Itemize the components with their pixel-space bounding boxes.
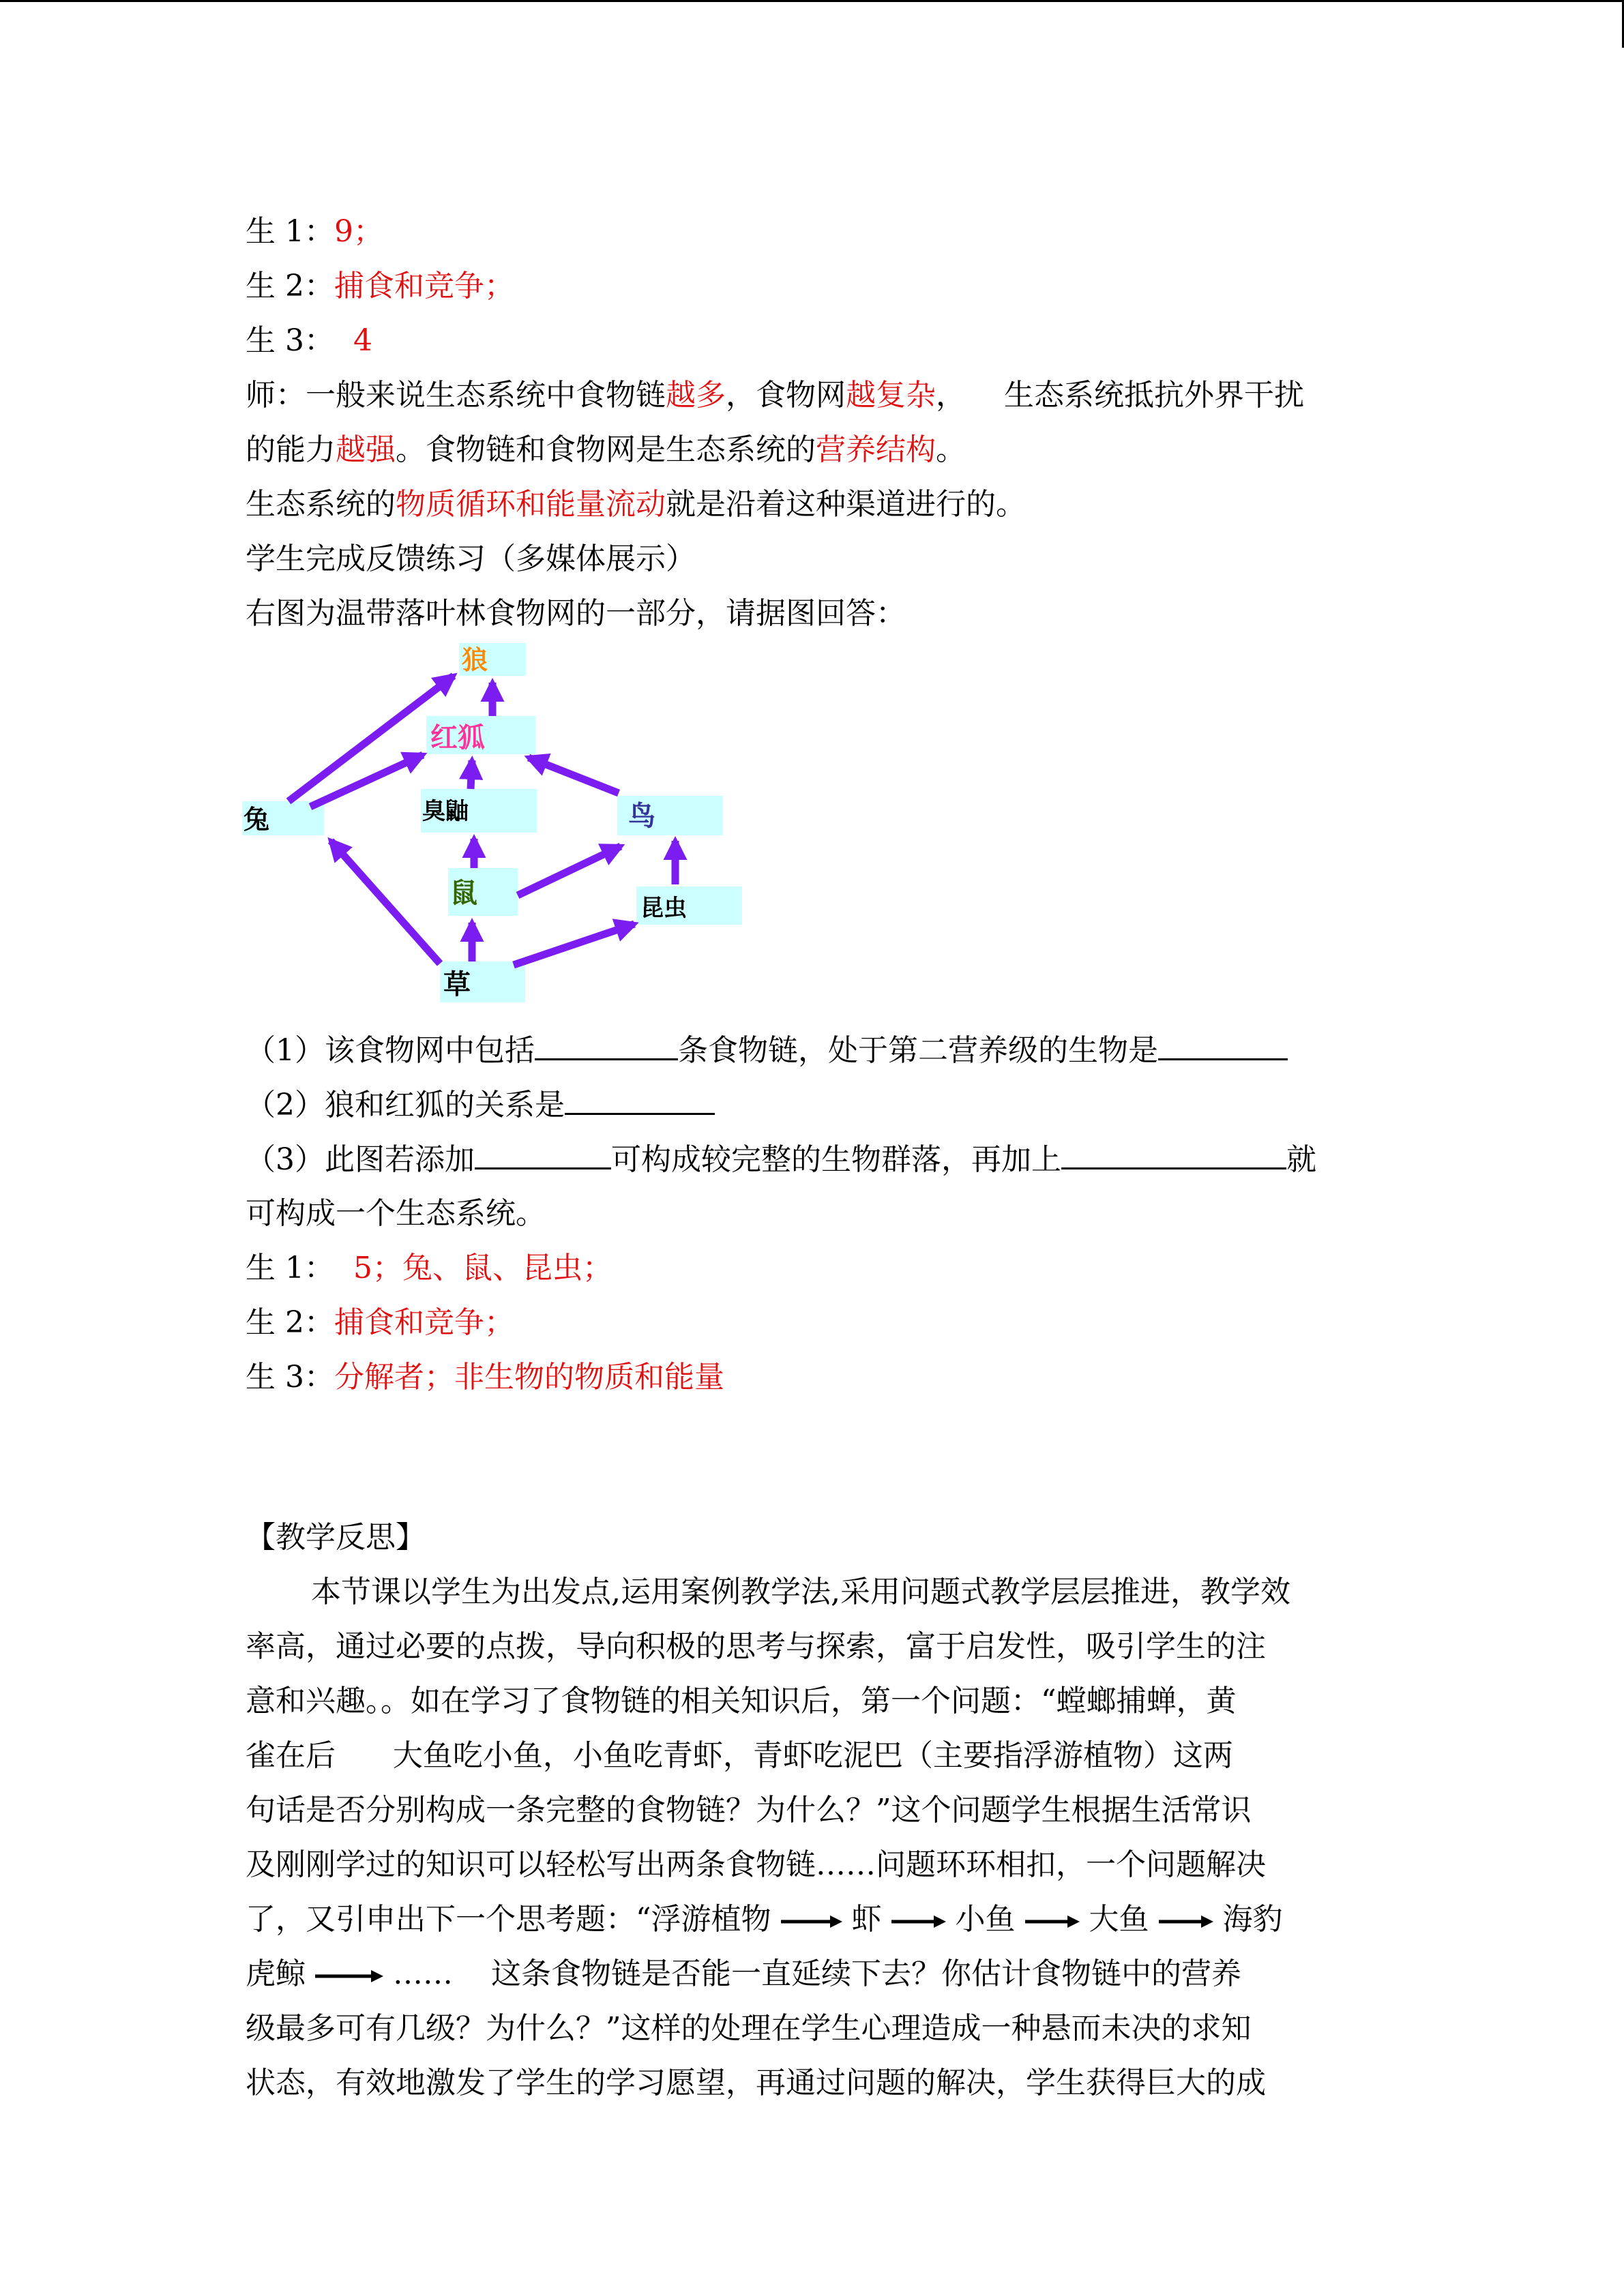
arrow-grass-insect — [514, 924, 634, 965]
question-2: （2）狼和红狐的关系是 — [246, 1077, 1378, 1132]
reflection-line: 雀在后 大鱼吃小鱼，小鱼吃青虾，青虾吃泥巴（主要指浮游植物）这两 — [246, 1738, 1233, 1773]
exercise-prompt: 右图为温带落叶林食物网的一部分，请据图回答： — [246, 596, 906, 631]
chain-item: 虎鲸 — [246, 1956, 306, 1991]
arrow-right-icon — [781, 1913, 842, 1930]
blank-chain-count[interactable] — [535, 1023, 678, 1060]
reflection-line: 意和兴趣。。如在学习了食物链的相关知识后，第一个问题：“螳螂捕蝉，黄 — [246, 1684, 1237, 1718]
blank-add[interactable] — [475, 1132, 611, 1169]
arrow-right-icon — [891, 1913, 946, 1930]
chain-item: 浮游植物 — [651, 1902, 771, 1937]
node-label-insect: 昆虫 — [640, 895, 687, 922]
reflection-line: 率高，通过必要的点拨，导向积极的思考与探索，富于启发性，吸引学生的注 — [246, 1629, 1266, 1664]
question-1: （1）该食物网中包括 条食物链，处于第二营养级的生物是 — [246, 1023, 1378, 1077]
arrow-bird-fox — [529, 758, 619, 793]
blank-relation[interactable] — [565, 1077, 715, 1115]
food-web-diagram — [242, 631, 761, 1013]
arrow-right-icon — [1159, 1913, 1213, 1930]
answer2-2: 生 2：捕食和竞争； — [246, 1305, 514, 1340]
answer2-3: 生 3：分解者；非生物的物质和能量 — [246, 1360, 724, 1395]
teacher-line-3: 生态系统的物质循环和能量流动就是沿着这种渠道进行的。 — [246, 487, 1026, 522]
reflection-line: 本节课以学生为出发点,运用案例教学法,采用问题式教学层层推进，教学效 — [311, 1575, 1290, 1609]
node-label-wolf: 狼 — [462, 645, 488, 675]
node-label-owl: 臭鼬 — [422, 798, 469, 825]
node-label-mouse: 鼠 — [450, 878, 477, 909]
node-label-bird: 鸟 — [628, 801, 655, 832]
reflection-chain-line-2: 虎鲸 …… 这条食物链是否能一直延续下去？你估计食物链中的营养 — [246, 1956, 1241, 1991]
answer-1: 生 1：9； — [246, 214, 383, 249]
blank-second-level[interactable] — [1158, 1023, 1288, 1060]
reflection-heading: 【教学反思】 — [246, 1520, 426, 1555]
page-top-border — [0, 0, 1624, 2]
node-label-rabbit: 兔 — [243, 805, 270, 835]
arrow-mouse-bird — [518, 846, 621, 895]
reflection-line: 及刚刚学过的知识可以轻松写出两条食物链……问题环环相扣，一个问题解决 — [246, 1847, 1266, 1882]
arrow-grass-rabbit — [331, 841, 440, 964]
node-label-grass: 草 — [443, 969, 471, 1000]
teacher-line-1: 师：一般来说生态系统中食物链越多，食物网越复杂， 生态系统抵抗外界干扰 — [246, 378, 1304, 413]
chain-item: 海豹 — [1222, 1902, 1283, 1937]
answer-2: 生 2：捕食和竞争； — [246, 269, 514, 303]
chain-item: 虾 — [851, 1902, 882, 1937]
exercise-intro: 学生完成反馈练习（多媒体展示） — [246, 541, 696, 576]
chain-item: 小鱼 — [955, 1902, 1016, 1937]
arrow-right-icon — [315, 1968, 383, 1984]
question-3: （3）此图若添加 可构成较完整的生物群落，再加上 就 — [246, 1132, 1378, 1187]
arrow-right-icon — [1025, 1913, 1080, 1930]
arrow-owl-fox — [471, 760, 472, 789]
reflection-chain-line: 了，又引申出下一个思考题：“浮游植物 虾 小鱼 大鱼 海豹 — [246, 1902, 1283, 1937]
reflection-line: 句话是否分别构成一条完整的食物链？为什么？”这个问题学生根据生活常识 — [246, 1793, 1252, 1828]
blank-ecosystem[interactable] — [1061, 1132, 1286, 1169]
reflection-line: 状态，有效地激发了学生的学习愿望，再通过问题的解决，学生获得巨大的成 — [246, 2066, 1266, 2100]
answer2-1: 生 1： 5；兔、鼠、昆虫； — [246, 1251, 612, 1285]
reflection-line: 级最多可有几级？为什么？”这样的处理在学生心理造成一种悬而未决的求知 — [246, 2011, 1252, 2046]
chain-item: 大鱼 — [1089, 1902, 1149, 1937]
arrow-rabbit-fox — [310, 755, 423, 807]
reflection-section — [246, 1510, 1378, 2111]
question-3-cont: 可构成一个生态系统。 — [246, 1196, 546, 1231]
answer-3: 生 3： 4 — [246, 323, 372, 358]
teacher-line-2: 的能力越强。食物链和食物网是生态系统的营养结构。 — [246, 432, 966, 467]
node-label-red-fox: 红狐 — [430, 722, 485, 754]
